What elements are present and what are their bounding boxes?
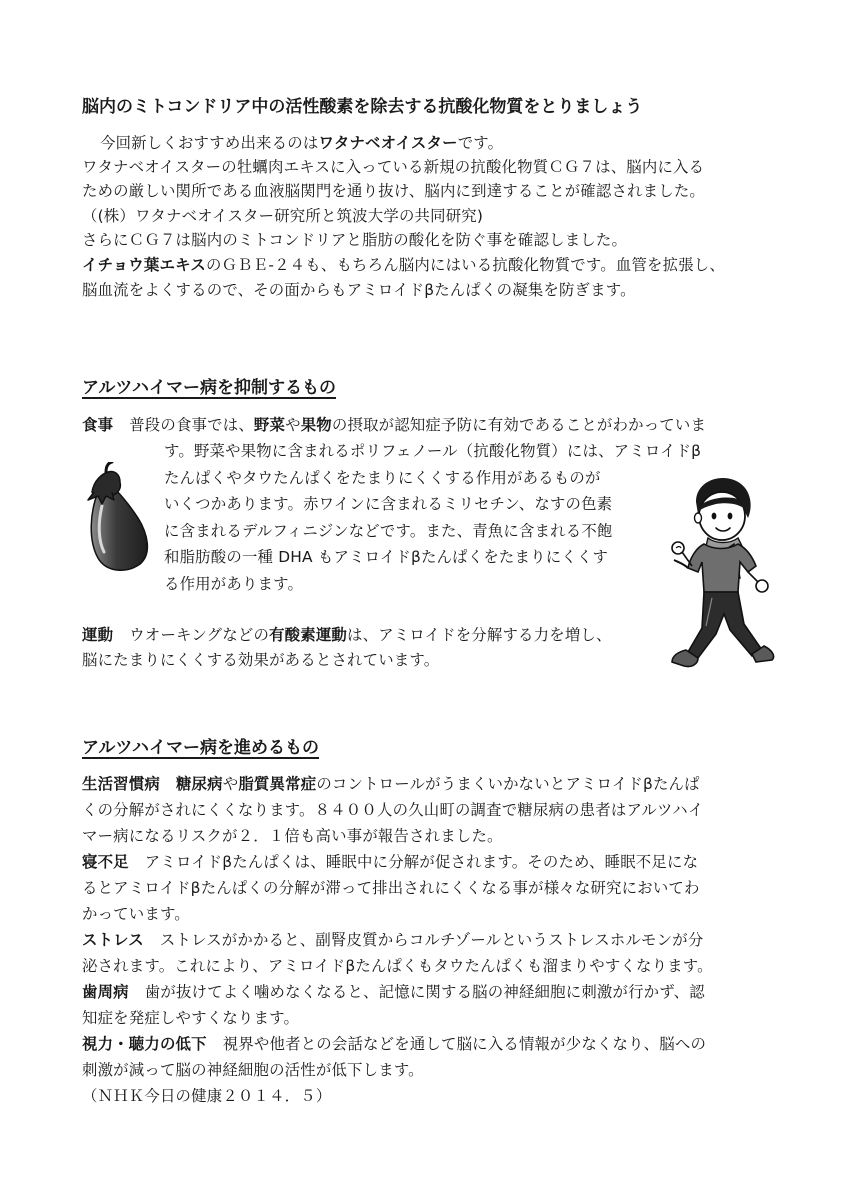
section1-heading: 脳内のミトコンドリア中の活性酸素を除去する抗酸化物質をとりましょう — [82, 97, 643, 117]
food-line5: に含まれるデルフィニジンなどです。また、青魚に含まれる不飽 — [164, 522, 613, 540]
sleep-line2: るとアミロイドβたんぱくの分解が滞って排出されにくくなる事が様々な研究においてわ — [82, 879, 700, 897]
food-line1-a: 普段の食事では、 — [129, 416, 254, 434]
food-line1-e: の摂取が認知症予防に有効であることがわかっていま — [331, 416, 707, 434]
ginkgo-term: イチョウ葉エキス — [82, 256, 206, 274]
stress-line2: 泌されます。これにより、アミロイドβたんぱくもタウたんぱくも溜まりやすくなります。 — [82, 957, 713, 975]
section3-heading: アルツハイマー病を進めるもの — [82, 738, 319, 758]
exercise-line2: 脳にたまりにくくする効果があるとされています。 — [82, 651, 440, 669]
sleep-line3: かっています。 — [82, 905, 190, 923]
food-line4: いくつかあります。赤ワインに含まれるミリセチン、なすの色素 — [164, 495, 613, 513]
sleep-line1-text: アミロイドβたんぱくは、睡眠中に分解が促されます。そのため、睡眠不足にな — [144, 853, 699, 871]
walking-person-illustration — [668, 474, 778, 674]
s1-line6 — [82, 253, 725, 277]
s1-line4: （(株）ワタナベオイスター研究所と筑波大学の共同研究) — [82, 207, 484, 225]
exercise-label: 運動 — [82, 626, 114, 644]
periodontal-label: 歯周病 — [82, 983, 129, 1001]
product-name: ワタナベオイスター — [318, 134, 458, 152]
food-line7: る作用があります。 — [164, 575, 304, 593]
eggplant-illustration — [84, 462, 156, 574]
food-line2: す。野菜や果物に含まれるポリフェノール（抗酸化物質）には、アミロイドβ — [164, 442, 702, 460]
vision-line1 — [82, 1032, 706, 1056]
diabetes-term: 糖尿病 — [175, 775, 223, 793]
s1-line7: 脳血流をよくするので、その面からもアミロイドβたんぱくの凝集を防ぎます。 — [82, 281, 636, 299]
lifestyle-line3: マー病になるリスクが２．１倍も高い事が報告されました。 — [82, 827, 503, 845]
periodontal-line1 — [82, 980, 705, 1004]
exercise-line1-c: は、アミロイドを分解する力を増し、 — [347, 626, 612, 644]
food-line1-c: や — [285, 416, 301, 434]
dyslipidemia-term: 脂質異常症 — [238, 775, 317, 793]
vegetables-term: 野菜 — [253, 416, 286, 434]
aerobic-term: 有酸素運動 — [269, 626, 348, 644]
s1-line5: さらにＣＧ７は脳内のミトコンドリアと脂肪の酸化を防ぐ事を確認しました。 — [82, 231, 628, 249]
stress-line1-text: ストレスがかかると、副腎皮質からコルチゾールというストレスホルモンが分 — [159, 931, 704, 949]
food-line6: 和脂肪酸の一種 DHA もアミロイドβたんぱくをたまりにくくす — [164, 548, 609, 566]
periodontal-line2: 知症を発症しやすくなります。 — [82, 1009, 300, 1027]
section2-heading: アルツハイマー病を抑制するもの — [82, 378, 336, 398]
vision-label: 視力・聴力の低下 — [82, 1035, 207, 1053]
exercise-line1-a: ウオーキングなどの — [129, 626, 270, 644]
source-citation: （ＮＨＫ今日の健康２０１４．５） — [82, 1087, 332, 1105]
food-line3: たんぱくやタウたんぱくをたまりにくくする作用があるものが — [164, 469, 601, 487]
sleep-label: 寝不足 — [82, 853, 129, 871]
periodontal-line1-text: 歯が抜けてよく噛めなくなると、記憶に関する脳の神経細胞に刺激が行かず、認 — [144, 983, 705, 1001]
lifestyle-line2: くの分解がされにくくなります。８４００人の久山町の調査で糖尿病の患者はアルツハイ — [82, 801, 704, 819]
vision-line1-text: 視界や他者との会話などを通して脳に入る情報が少なくなり、脳への — [222, 1035, 707, 1053]
s1-line3: ための厳しい関所である血液脳関門を通り抜け、脳内に到達することが確認されました。 — [82, 182, 706, 200]
s1-line1-text: 今回新しくおすすめ出来るのは — [100, 134, 319, 152]
exercise-line1 — [82, 623, 612, 647]
lifestyle-label: 生活習慣病 — [82, 775, 160, 793]
vision-line2: 刺激が減って脳の神経細胞の活性が低下します。 — [82, 1061, 424, 1079]
s1-line1-end: です。 — [457, 134, 504, 152]
stress-line1 — [82, 928, 703, 952]
stress-label: ストレス — [82, 931, 144, 949]
lifestyle-line1-d: のコントロールがうまくいかないとアミロイドβたんぱ — [316, 775, 700, 793]
food-line1 — [82, 413, 706, 437]
s1-line6-text: のＧＢＥ-２４も、もちろん脳内にはいる抗酸化物質です。血管を拡張し、 — [205, 256, 725, 274]
lifestyle-line1 — [82, 772, 700, 796]
s1-line1 — [100, 131, 503, 155]
fruits-term: 果物 — [300, 416, 332, 434]
sleep-line1 — [82, 850, 698, 874]
lifestyle-line1-b: や — [222, 775, 239, 793]
food-label: 食事 — [82, 416, 114, 434]
s1-line2: ワタナベオイスターの牡蠣肉エキスに入っている新規の抗酸化物質ＣＧ７は、脳内に入る — [82, 158, 705, 176]
